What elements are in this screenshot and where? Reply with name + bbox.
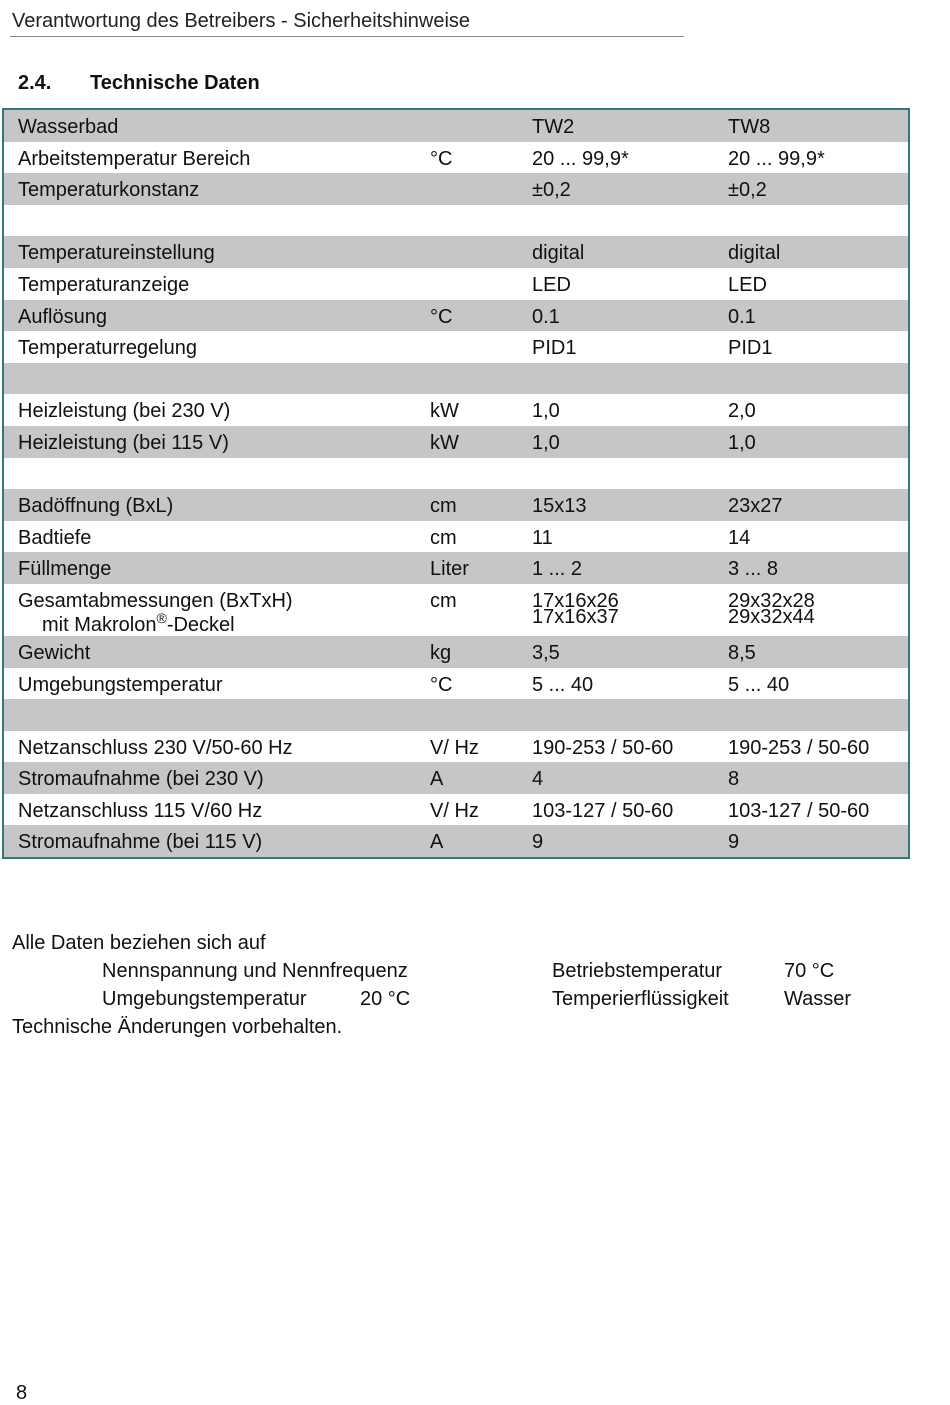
table-row — [4, 825, 908, 857]
table-row — [4, 731, 908, 763]
section-heading — [18, 72, 260, 95]
row-value-tw2: ±0,2 — [532, 179, 571, 202]
row-label: Temperaturregelung — [18, 337, 197, 360]
row-unit: °C — [430, 673, 453, 696]
row-value-tw8: 14 — [728, 526, 751, 549]
row-value-tw2: 20 ... 99,9* — [532, 147, 629, 170]
table-row — [4, 394, 908, 426]
notes-ambient-label: Umgebungstemperatur — [102, 988, 307, 1010]
row-value-tw2: 1 ... 2 — [532, 558, 583, 581]
row-sub-label — [42, 610, 235, 637]
row-unit: cm — [430, 495, 457, 518]
row-unit: kg — [430, 641, 452, 664]
row-value-tw8: 2,0 — [728, 400, 756, 423]
row-sub-value-tw8: 29x32x44 — [728, 605, 815, 628]
row-unit: °C — [430, 305, 453, 328]
row-value-tw8: PID1 — [728, 337, 773, 360]
row-label: Netzanschluss 115 V/60 Hz — [18, 799, 263, 822]
section-title: Technische Daten — [90, 72, 260, 94]
table-row — [4, 668, 908, 700]
table-spacer-row — [4, 363, 908, 395]
row-label: Heizleistung (bei 230 V) — [18, 400, 231, 423]
notes-disclaimer: Technische Änderungen vorbehalten. — [12, 1016, 343, 1038]
table-spacer-row — [4, 458, 908, 490]
row-value-tw2: 4 — [532, 768, 544, 791]
row-value-tw8: 20 ... 99,9* — [728, 147, 825, 170]
notes-intro: Alle Daten beziehen sich auf — [12, 932, 266, 954]
row-value-tw2: 1,0 — [532, 431, 560, 454]
row-value-tw2: 15x13 — [532, 495, 587, 518]
row-unit: Liter — [430, 558, 469, 581]
notes-operating-value: 70 °C — [784, 960, 835, 982]
row-label: Gewicht — [18, 641, 91, 664]
table-row — [4, 552, 908, 584]
row-value-tw2: 5 ... 40 — [532, 673, 594, 696]
table-spacer-row — [4, 699, 908, 731]
row-label: Füllmenge — [18, 558, 112, 581]
row-label: Temperaturanzeige — [18, 273, 190, 296]
row-unit: cm — [430, 526, 457, 549]
row-label: Gesamtabmessungen (BxTxH) — [18, 589, 293, 612]
row-value-tw8: 29x32x28 — [728, 589, 815, 612]
notes-operating-label: Betriebstemperatur — [552, 960, 723, 982]
table-row — [4, 489, 908, 521]
row-value-tw8: 103-127 / 50-60 — [728, 799, 870, 822]
row-unit: kW — [430, 431, 459, 454]
row-sub-value-tw2: 17x16x37 — [532, 605, 619, 628]
row-value-tw8: 190-253 / 50-60 — [728, 736, 870, 759]
row-value-tw8: LED — [728, 273, 767, 296]
row-label: Temperatureinstellung — [18, 242, 215, 265]
row-value-tw2: TW2 — [532, 116, 575, 138]
row-value-tw8: 9 — [728, 831, 740, 854]
row-label: Auflösung — [18, 305, 107, 328]
row-value-tw8: 0.1 — [728, 305, 756, 328]
sub-label-suffix: -Deckel — [166, 613, 235, 636]
row-value-tw2: digital — [532, 242, 585, 265]
row-label: Arbeitstemperatur Bereich — [18, 147, 251, 170]
registered-mark: ® — [156, 609, 167, 626]
table-row — [4, 142, 908, 174]
table-row — [4, 331, 908, 363]
table-row — [4, 236, 908, 268]
row-value-tw8: ±0,2 — [728, 179, 767, 202]
row-value-tw2: 11 — [532, 526, 553, 549]
row-value-tw2: LED — [532, 273, 571, 296]
row-value-tw8: TW8 — [728, 116, 771, 138]
row-value-tw8: 8,5 — [728, 641, 756, 664]
row-label: Umgebungstemperatur — [18, 673, 223, 696]
table-row — [4, 268, 908, 300]
row-unit: A — [430, 768, 444, 791]
row-label: Wasserbad — [18, 116, 119, 138]
row-value-tw8: 5 ... 40 — [728, 673, 790, 696]
table-row — [4, 110, 908, 142]
row-value-tw8: 1,0 — [728, 431, 756, 454]
row-unit: cm — [430, 589, 457, 612]
table-row — [4, 636, 908, 668]
notes-ambient-value: 20 °C — [360, 988, 411, 1010]
spec-table — [2, 108, 910, 859]
row-unit: V/ Hz — [430, 736, 479, 759]
row-value-tw8: 8 — [728, 768, 740, 791]
notes-fluid-value: Wasser — [784, 988, 852, 1010]
notes-fluid-label: Temperierflüssigkeit — [552, 988, 729, 1010]
row-label: Badöffnung (BxL) — [18, 495, 174, 518]
row-label: Heizleistung (bei 115 V) — [18, 431, 229, 454]
notes-nominal: Nennspannung und Nennfrequenz — [102, 960, 408, 982]
table-row — [4, 584, 908, 636]
row-value-tw2: 17x16x26 — [532, 589, 619, 612]
row-value-tw2: 9 — [532, 831, 544, 854]
table-row — [4, 426, 908, 458]
row-label: Stromaufnahme (bei 230 V) — [18, 768, 264, 791]
row-value-tw2: 3,5 — [532, 641, 560, 664]
row-unit: V/ Hz — [430, 799, 479, 822]
header-rule — [10, 36, 684, 37]
section-number: 2.4. — [18, 72, 52, 94]
table-spacer-row — [4, 205, 908, 237]
table-row — [4, 794, 908, 826]
page-header-title: Verantwortung des Betreibers - Sicherheitshinweise — [12, 10, 471, 32]
table-row — [4, 300, 908, 332]
row-unit: °C — [430, 147, 453, 170]
table-row — [4, 762, 908, 794]
page-number: 8 — [16, 1382, 28, 1404]
table-row — [4, 521, 908, 553]
row-value-tw8: 23x27 — [728, 495, 783, 518]
row-value-tw8: digital — [728, 242, 781, 265]
row-value-tw2: 0.1 — [532, 305, 560, 328]
row-unit: A — [430, 831, 444, 854]
row-label: Temperaturkonstanz — [18, 179, 200, 202]
row-value-tw2: 103-127 / 50-60 — [532, 799, 674, 822]
row-unit: kW — [430, 400, 459, 423]
row-value-tw8: 3 ... 8 — [728, 558, 779, 581]
row-value-tw2: 1,0 — [532, 400, 560, 423]
row-label: Badtiefe — [18, 526, 92, 549]
row-value-tw2: PID1 — [532, 337, 577, 360]
row-label: Netzanschluss 230 V/50-60 Hz — [18, 736, 293, 759]
row-value-tw2: 190-253 / 50-60 — [532, 736, 674, 759]
sub-label-text: mit Makrolon — [42, 613, 157, 636]
table-row — [4, 173, 908, 205]
row-label: Stromaufnahme (bei 115 V) — [18, 831, 263, 854]
